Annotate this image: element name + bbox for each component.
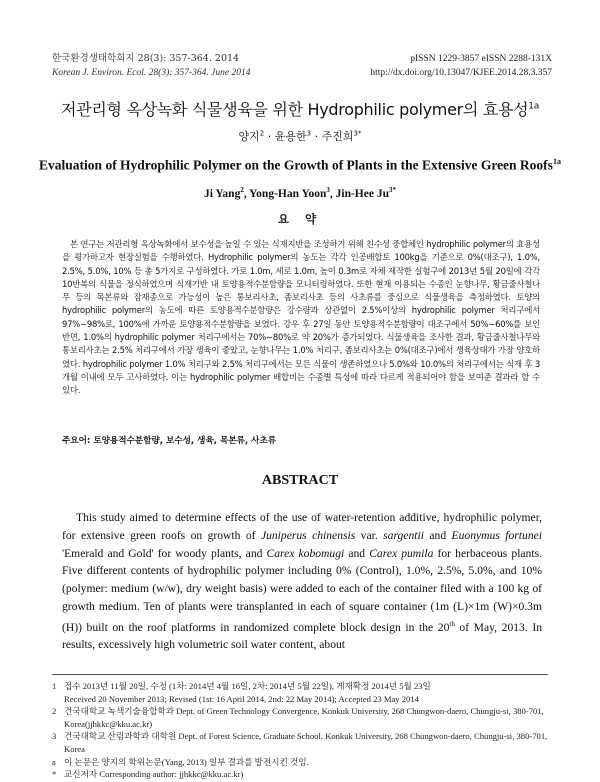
footnote-item — [52, 730, 552, 755]
footnote-item — [52, 680, 552, 705]
journal-citation — [52, 52, 251, 80]
title-korean-sup: 1a — [528, 101, 539, 112]
author-2-affil: 3 — [306, 129, 312, 138]
author-separator: · — [311, 130, 322, 143]
footnote-item — [52, 756, 552, 769]
journal-identifiers — [370, 52, 552, 80]
footnote-line: 건국대학교 녹색기술융합학과 Dept. of Green Technology Convergence, Konkuk University, 268 Chungwon-daero, Chungju-si, 380-701, Korea(jjhkkc@kku.ac.kr) — [64, 706, 544, 729]
ordinal-sup: th — [449, 619, 455, 628]
footnote-mark: 1 — [52, 681, 57, 691]
title-english-text: Evaluation of Hydrophilic Polymer on the Growth of Plants in the Extensive Green Roofs — [39, 157, 553, 173]
title-english — [0, 157, 600, 174]
abstract-text: This study aimed to determine effects of the use of water-retention additive, hydrophilic polymer, for extensive green roofs on growth of — [62, 511, 542, 542]
species-name: Euonymus fortunei — [451, 528, 542, 542]
footnotes — [52, 680, 552, 781]
footnote-item — [52, 768, 552, 781]
abstract-text: of May, 2013. In results, excessively high volumetric soil water content, about — [62, 620, 542, 652]
title-korean-text: 저관리형 옥상녹화 식물생육을 위한 Hydrophilic polymer의 효용성 — [61, 100, 529, 119]
author-separator: , — [243, 187, 250, 200]
journal-citation-en: Korean J. Environ. Ecol. 28(3): 357-364. June 2014 — [52, 68, 251, 78]
author-2: Yong-Han Yoon — [249, 187, 327, 200]
author-3-affil: 3* — [389, 186, 396, 194]
author-separator: · — [264, 130, 275, 143]
author-1-affil: 2 — [259, 129, 265, 138]
issn: pISSN 1229-3857 eISSN 2288-131X — [410, 54, 552, 64]
footnote-divider — [52, 674, 548, 675]
korean-abstract-body: 본 연구는 저관리형 옥상녹화에서 보수성을 높일 수 있는 식재지반을 조성하기 위해 친수성 중합체인 hydrophilic polymer의 효용성을 평가하고자 현장실험을 수행하였다. Hydrophilic polymer의 농도는 각각 인공배합토 100kg을 기준으로 0%(대조구), 1.0%, 2.5%, 5.0%, 10% 등 총 5가지로 구성하였다. 가로 1.0m, 세로 1.0m, 높이 0.3m로 자체 제작한 실험구에 2013년 5월 20일에 각각 10반복의 식물을 정식하였으며 식재기반 내 토양용적수분함량을 모니터링하였다. 또한 현재 이용되는 수종인 눈향나무, 황금줄사철나무 등의 목본류와 잠재종으로 가능성이 높은 통보리사초, 좀보리사초 등의 사초류를 중심으로 식물생육을 측정하였다. 토양의 hydrophilic polymer의 농도에 따른 토양용적수분함량은 강수량과 상관없이 2.5%이상의 hydrophilic polymer 처리구에서 97%∼98%로, 100%에 가까운 토양용적수분함량을 보였다. 강우 후 27일 동안 토양용적수분함량이 대조구에서 50%∼60%를 보인 반면, 1.0%의 hydrophilic polymer 처리구에서는 70%∼80%로 약 20%가 증가되었다. 식물생육을 조사한 결과, 황금줄사철나무와 통보리사초는 2.5% 처리구에서 가장 생육이 좋았고, 눈향나무는 1.0% 처리구, 좀보리사초는 0%(대조구)에서 생육상태가 가장 양호하였다. hydrophilic polymer 1.0% 처리구와 2.5% 처리구에서는 모든 식물이 생존하였으나 5.0%와 10.0%의 처리구에서는 식재 후 3개월 이내에 모두 고사하였다. 이는 hydrophilic polymer 배합비는 수종별 특성에 따라 다르게 적용되어야 함을 보여준 결과라 할 수 있다. — [62, 239, 540, 396]
species-name: sargentii — [383, 528, 424, 542]
title-english-sup: 1a — [552, 157, 561, 166]
footnote-line: 이 논문은 양지의 학위논문(Yang, 2013) 일부 결과를 발전시킨 것임. — [64, 756, 309, 767]
footnote-mark: a — [52, 756, 56, 767]
author-3: 주진희 — [321, 130, 354, 143]
author-separator: , — [329, 187, 336, 200]
abstract-text: and — [344, 546, 370, 560]
footnote-mark: 3 — [52, 731, 57, 742]
author-1-affil: 2 — [240, 186, 244, 194]
keywords: 주요어: 토양용적수분함량, 보수성, 생육, 목본류, 사초류 — [62, 436, 277, 446]
korean-abstract-heading: 요 약 — [277, 212, 323, 226]
abstract-text: 'Emerald and Gold' for woody plants, and — [62, 546, 267, 560]
authors-korean — [0, 128, 600, 144]
footnote-mark: * — [52, 769, 57, 780]
species-name: Carex pumila — [369, 546, 434, 560]
footnote-line: Received 20 November 2013; Revised (1st: 16 April 2014, 2nd: 22 May 2014); Accepted 23 May 2014 — [64, 693, 419, 704]
english-abstract-body — [62, 509, 542, 654]
title-korean — [0, 97, 600, 120]
authors-english — [0, 186, 600, 200]
abstract-text: var. — [355, 528, 384, 542]
species-name: Juniperus chinensis — [260, 528, 356, 542]
species-name: Carex kobomugi — [266, 546, 345, 560]
footnote-text — [64, 680, 552, 705]
abstract-heading: ABSTRACT — [261, 473, 339, 488]
author-1: 양지 — [238, 130, 260, 143]
doi-link[interactable]: http://dx.doi.org/10.13047/KJEE.2014.28.3.357 — [370, 68, 552, 78]
abstract-text: and — [423, 528, 452, 542]
author-2-affil: 3 — [326, 186, 330, 194]
journal-citation-ko: 한국환경생태학회지 28(3): 357-364. 2014 — [52, 53, 240, 64]
abstract-text: for herbaceous plants. Five different contents of hydrophilic polymer including 0% (Control), 1.0%, 2.5%, 5.0%, and 10% (polymer: medium (w/w), dry weight basis) were added to each of the container filed with a 100 kg of growth medium. Ten of plants were transplanted in each of square container (1m (L)×1m (W)×0.3m (H)) built on the roof platforms in randomized complete block design in the 20 — [62, 546, 542, 634]
footnote-line: 교신저자 Corresponding author: jjhkkc@kku.ac.kr) — [64, 769, 244, 780]
author-2: 윤용한 — [274, 130, 307, 143]
author-3: Jin-Hee Ju — [335, 187, 389, 200]
author-1: Ji Yang — [204, 187, 241, 200]
footnote-mark: 2 — [52, 706, 57, 717]
footnote-item — [52, 705, 552, 730]
footnote-line: 건국대학교 산림과학과 대학원 Dept. of Forest Science, Graduate School, Konkuk University, 268 Chungwon-daero, Chungju-si, 380-701, Korea — [64, 731, 548, 754]
author-3-affil: 3* — [353, 129, 362, 138]
footnote-line: 접수 2013년 11월 20일, 수정 (1차: 2014년 4월 16일, 2차: 2014년 5월 22일), 게재확정 2014년 5월 23일 — [64, 681, 431, 691]
